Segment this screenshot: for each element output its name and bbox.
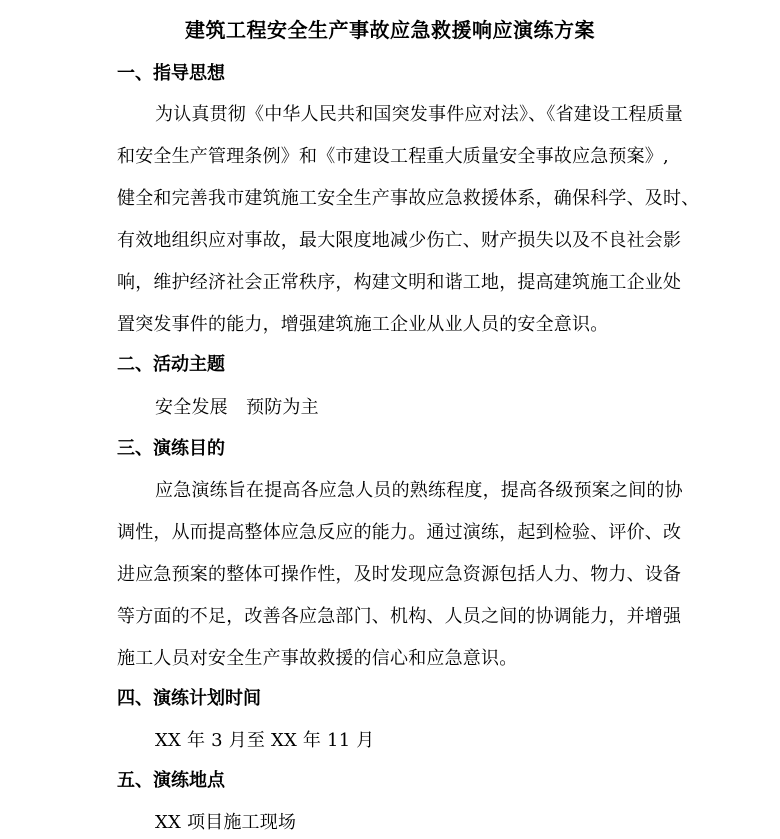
paragraph-line: 施工人员对安全生产事故救援的信心和应急意识。 <box>117 648 518 669</box>
paragraph-line: 置突发事件的能力，增强建筑施工企业从业人员的安全意识。 <box>117 314 609 335</box>
section-heading-guiding-thought: 一、指导思想 <box>117 63 225 84</box>
paragraph-line: 健全和完善我市建筑施工安全生产事故应急救援体系，确保科学、及时、 <box>117 188 700 209</box>
section-heading-drill-purpose: 三、演练目的 <box>117 438 225 459</box>
paragraph-line: 和安全生产管理条例》和《市建设工程重大质量安全事故应急预案》, <box>117 146 669 167</box>
section-heading-drill-schedule: 四、演练计划时间 <box>117 688 261 709</box>
theme-text: 安全发展 预防为主 <box>155 397 319 418</box>
paragraph-line: 有效地组织应对事故，最大限度地减少伤亡、财产损失以及不良社会影 <box>117 230 682 251</box>
document-title: 建筑工程安全生产事故应急救援响应演练方案 <box>185 18 595 42</box>
paragraph-line: 为认真贯彻《中华人民共和国突发事件应对法》、《省建设工程质量 <box>155 104 683 125</box>
paragraph-line: 调性，从而提高整体应急反应的能力。通过演练，起到检验、评价、改 <box>117 522 682 543</box>
paragraph-line: 响，维护经济社会正常秩序，构建文明和谐工地，提高建筑施工企业处 <box>117 272 682 293</box>
paragraph-line: 应急演练旨在提高各应急人员的熟练程度，提高各级预案之间的协 <box>155 480 683 501</box>
schedule-text: XX 年 3 月至 XX 年 11 月 <box>155 730 375 751</box>
section-heading-activity-theme: 二、活动主题 <box>117 354 225 375</box>
paragraph-line: 进应急预案的整体可操作性，及时发现应急资源包括人力、物力、设备 <box>117 564 682 585</box>
section-heading-drill-location: 五、演练地点 <box>117 770 225 791</box>
paragraph-line: 等方面的不足，改善各应急部门、机构、人员之间的协调能力，并增强 <box>117 606 682 627</box>
location-text: XX 项目施工现场 <box>155 812 297 833</box>
